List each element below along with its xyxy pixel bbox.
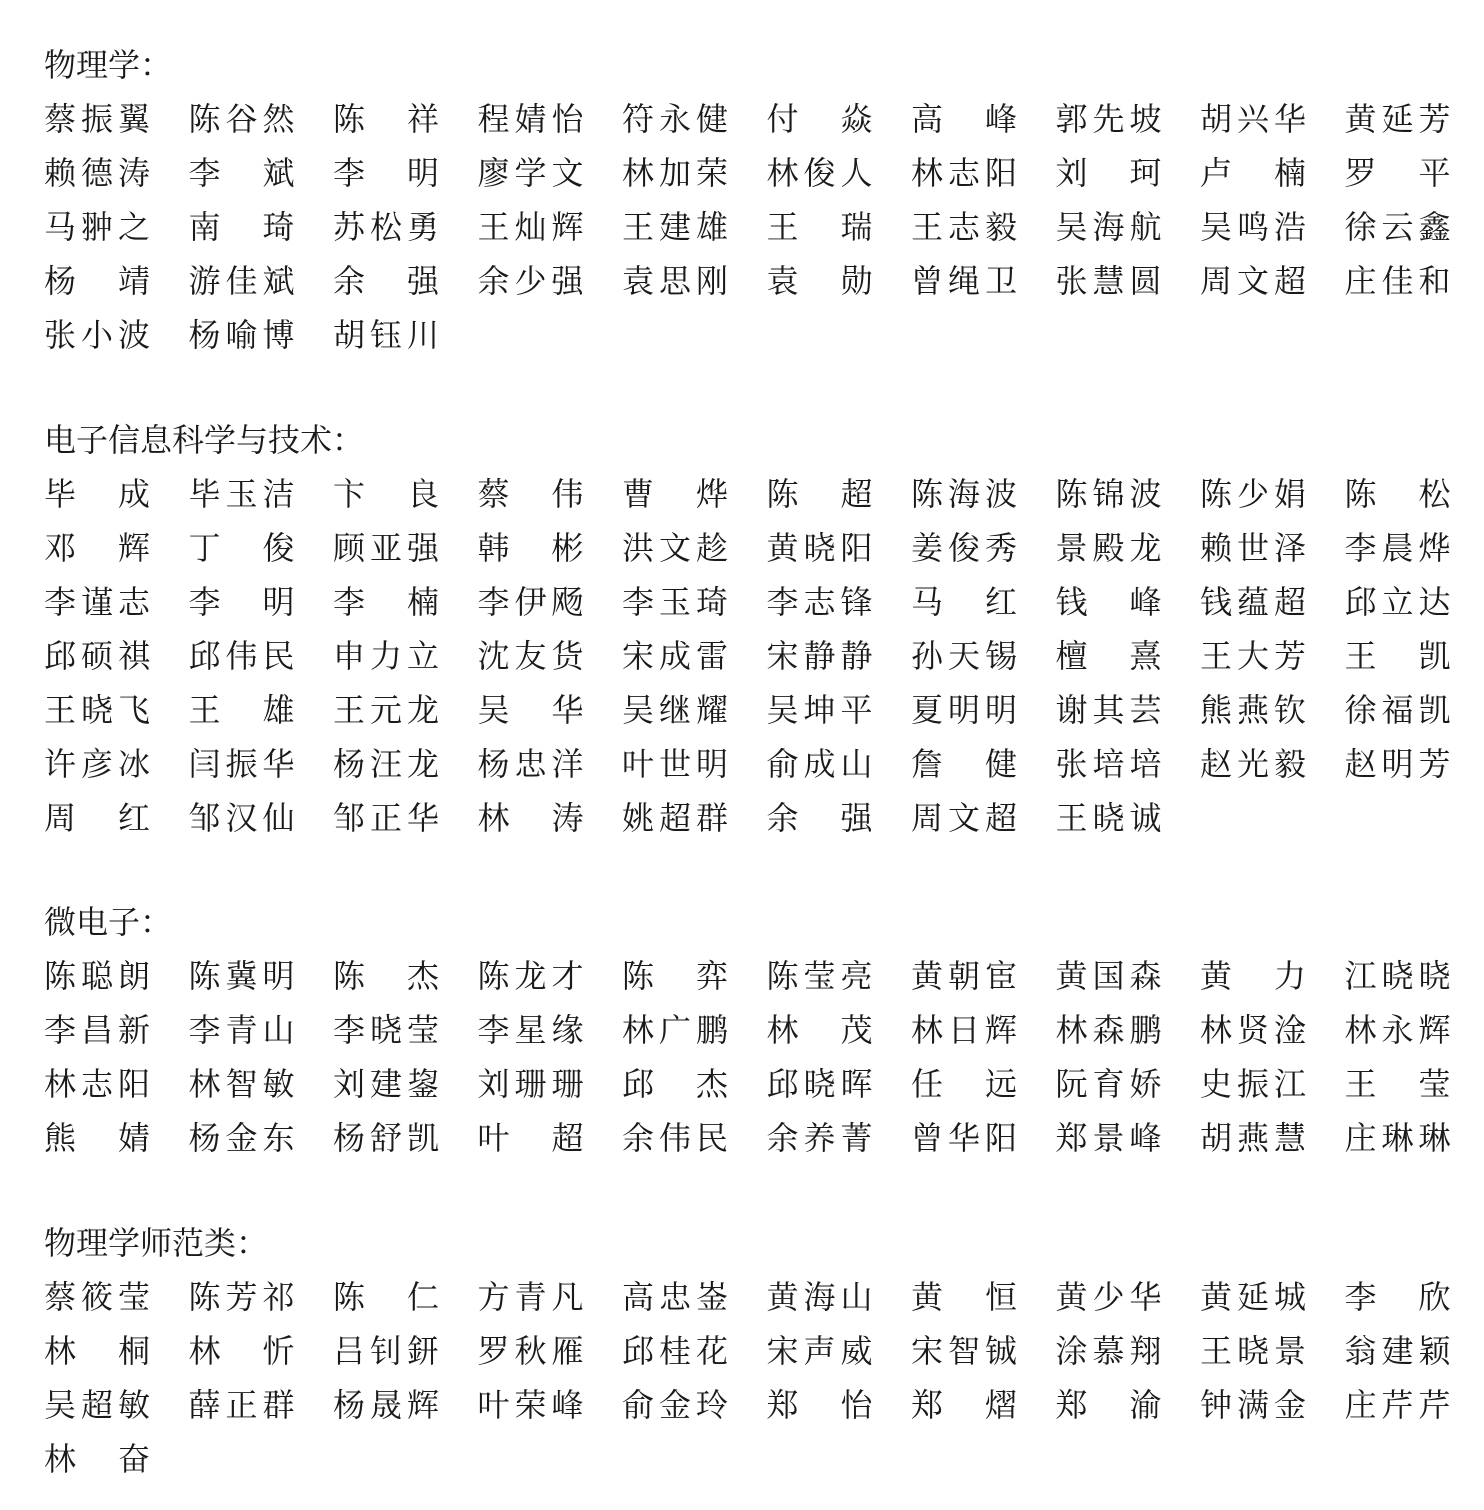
name-entry: 徐 福 凯 bbox=[1344, 691, 1451, 729]
name-entry: 邱 杰 bbox=[622, 1065, 728, 1103]
name-entry: 余 养 菁 bbox=[766, 1119, 873, 1157]
name-entry: 叶 荣 峰 bbox=[477, 1386, 584, 1424]
section-heading: 物理学： bbox=[44, 46, 173, 84]
name-entry: 林 志 阳 bbox=[911, 154, 1017, 192]
name-entry: 黄 晓 阳 bbox=[766, 529, 873, 567]
name-entry: 江 晓 晓 bbox=[1344, 957, 1451, 995]
name-grid bbox=[44, 92, 1454, 362]
section-physics-teacher bbox=[44, 1216, 1454, 1486]
name-entry: 王 志 毅 bbox=[911, 208, 1017, 246]
name-entry: 蔡 振 翼 bbox=[44, 100, 150, 138]
name-entry: 陈 祥 bbox=[333, 100, 439, 138]
name-entry: 熊 婧 bbox=[44, 1119, 150, 1157]
name-entry: 檀 熹 bbox=[1055, 637, 1162, 675]
name-entry: 李 欣 bbox=[1344, 1278, 1451, 1316]
name-entry: 邱 伟 民 bbox=[188, 637, 295, 675]
name-entry: 杨 舒 凯 bbox=[333, 1119, 439, 1157]
name-entry: 赵 光 毅 bbox=[1200, 745, 1306, 783]
name-entry: 邓 辉 bbox=[44, 529, 150, 567]
name-entry: 符 永 健 bbox=[622, 100, 728, 138]
name-entry: 李 明 bbox=[333, 154, 439, 192]
name-entry: 陈 超 bbox=[766, 475, 873, 513]
name-entry: 黄 朝 宦 bbox=[911, 957, 1017, 995]
name-entry: 王 雄 bbox=[188, 691, 295, 729]
name-entry: 俞 金 玲 bbox=[622, 1386, 728, 1424]
name-entry: 王 晓 飞 bbox=[44, 691, 150, 729]
name-entry: 卢 楠 bbox=[1200, 154, 1306, 192]
name-entry: 吴 超 敏 bbox=[44, 1386, 150, 1424]
name-entry: 杨 晟 辉 bbox=[333, 1386, 439, 1424]
name-entry: 林 贤 淦 bbox=[1200, 1011, 1306, 1049]
name-entry: 林 广 鹏 bbox=[622, 1011, 728, 1049]
name-entry: 黄 延 城 bbox=[1200, 1278, 1306, 1316]
name-entry: 杨 靖 bbox=[44, 262, 150, 300]
name-entry: 陈 莹 亮 bbox=[766, 957, 873, 995]
name-entry: 吴 海 航 bbox=[1055, 208, 1162, 246]
name-entry: 陈 龙 才 bbox=[477, 957, 584, 995]
name-entry: 胡 兴 华 bbox=[1200, 100, 1306, 138]
name-entry: 陈 海 波 bbox=[911, 475, 1017, 513]
name-entry: 张 小 波 bbox=[44, 316, 150, 354]
name-entry: 郑 熠 bbox=[911, 1386, 1017, 1424]
name-entry: 郑 渝 bbox=[1055, 1386, 1162, 1424]
name-entry: 毕 成 bbox=[44, 475, 150, 513]
name-entry: 许 彦 冰 bbox=[44, 745, 150, 783]
name-entry: 景 殿 龙 bbox=[1055, 529, 1162, 567]
name-entry: 丁 俊 bbox=[188, 529, 295, 567]
name-entry: 邱 立 达 bbox=[1344, 583, 1451, 621]
section-microelectronics bbox=[44, 895, 1454, 1165]
name-entry: 顾 亚 强 bbox=[333, 529, 439, 567]
name-entry: 叶 超 bbox=[477, 1119, 584, 1157]
name-entry: 李 玉 琦 bbox=[622, 583, 728, 621]
name-entry: 吕 钊 鈃 bbox=[333, 1332, 439, 1370]
name-entry: 王 晓 景 bbox=[1200, 1332, 1306, 1370]
name-entry: 陈 芳 祁 bbox=[188, 1278, 295, 1316]
name-entry: 沈 友 货 bbox=[477, 637, 584, 675]
name-entry: 廖 学 文 bbox=[477, 154, 584, 192]
name-grid bbox=[44, 1270, 1454, 1486]
name-entry: 程 婧 怡 bbox=[477, 100, 584, 138]
name-entry: 申 力 立 bbox=[333, 637, 439, 675]
name-entry: 余 强 bbox=[333, 262, 439, 300]
name-entry: 林 志 阳 bbox=[44, 1065, 150, 1103]
name-entry: 翁 建 颖 bbox=[1344, 1332, 1451, 1370]
name-entry: 南 琦 bbox=[188, 208, 295, 246]
name-entry: 钱 蕴 超 bbox=[1200, 583, 1306, 621]
name-entry: 詹 健 bbox=[911, 745, 1017, 783]
section-heading: 物理学师范类： bbox=[44, 1224, 269, 1262]
name-entry: 邱 晓 晖 bbox=[766, 1065, 873, 1103]
name-entry: 李 谨 志 bbox=[44, 583, 150, 621]
name-entry: 杨 汪 龙 bbox=[333, 745, 439, 783]
name-entry: 马 红 bbox=[911, 583, 1017, 621]
name-entry: 李 昌 新 bbox=[44, 1011, 150, 1049]
name-entry: 李 青 山 bbox=[188, 1011, 295, 1049]
name-entry: 史 振 江 bbox=[1200, 1065, 1306, 1103]
name-entry: 陈 少 娟 bbox=[1200, 475, 1306, 513]
name-entry: 赖 德 涛 bbox=[44, 154, 150, 192]
name-entry: 张 慧 圆 bbox=[1055, 262, 1162, 300]
name-entry: 方 青 凡 bbox=[477, 1278, 584, 1316]
name-entry: 袁 思 刚 bbox=[622, 262, 728, 300]
name-entry: 高 忠 崟 bbox=[622, 1278, 728, 1316]
name-entry: 王 元 龙 bbox=[333, 691, 439, 729]
name-entry: 林 奋 bbox=[44, 1440, 150, 1478]
name-entry: 熊 燕 钦 bbox=[1200, 691, 1306, 729]
name-entry: 陈 仁 bbox=[333, 1278, 439, 1316]
name-entry: 刘 建 鋆 bbox=[333, 1065, 439, 1103]
name-entry: 卞 良 bbox=[333, 475, 439, 513]
name-entry: 李 明 bbox=[188, 583, 295, 621]
name-entry: 邱 桂 花 bbox=[622, 1332, 728, 1370]
name-entry: 王 晓 诚 bbox=[1055, 799, 1162, 837]
name-entry: 郭 先 坡 bbox=[1055, 100, 1162, 138]
name-entry: 周 红 bbox=[44, 799, 150, 837]
name-entry: 王 凯 bbox=[1344, 637, 1451, 675]
name-entry: 曾 绳 卫 bbox=[911, 262, 1017, 300]
name-entry: 李 星 缘 bbox=[477, 1011, 584, 1049]
name-entry: 毕 玉 洁 bbox=[188, 475, 295, 513]
name-entry: 罗 秋 雁 bbox=[477, 1332, 584, 1370]
name-entry: 黄 少 华 bbox=[1055, 1278, 1162, 1316]
name-entry: 陈 冀 明 bbox=[188, 957, 295, 995]
name-entry: 邹 正 华 bbox=[333, 799, 439, 837]
name-entry: 韩 彬 bbox=[477, 529, 584, 567]
name-entry: 王 大 芳 bbox=[1200, 637, 1306, 675]
name-entry: 谢 其 芸 bbox=[1055, 691, 1162, 729]
name-entry: 夏 明 明 bbox=[911, 691, 1017, 729]
name-entry: 李 晨 烨 bbox=[1344, 529, 1451, 567]
name-entry: 王 建 雄 bbox=[622, 208, 728, 246]
name-entry: 余 少 强 bbox=[477, 262, 584, 300]
name-entry: 王 灿 辉 bbox=[477, 208, 584, 246]
name-entry: 黄 国 森 bbox=[1055, 957, 1162, 995]
name-entry: 吴 鸣 浩 bbox=[1200, 208, 1306, 246]
name-entry: 陈 谷 然 bbox=[188, 100, 295, 138]
name-entry: 高 峰 bbox=[911, 100, 1017, 138]
name-entry: 姜 俊 秀 bbox=[911, 529, 1017, 567]
name-entry: 庄 琳 琳 bbox=[1344, 1119, 1451, 1157]
name-entry: 蔡 伟 bbox=[477, 475, 584, 513]
name-entry: 周 文 超 bbox=[1200, 262, 1306, 300]
name-entry: 袁 勋 bbox=[766, 262, 873, 300]
name-entry: 付 焱 bbox=[766, 100, 873, 138]
section-electronic-info bbox=[44, 413, 1454, 845]
name-entry: 邹 汉 仙 bbox=[188, 799, 295, 837]
name-entry: 闫 振 华 bbox=[188, 745, 295, 783]
name-entry: 宋 声 威 bbox=[766, 1332, 873, 1370]
name-entry: 宋 智 铖 bbox=[911, 1332, 1017, 1370]
name-entry: 王 瑞 bbox=[766, 208, 873, 246]
name-entry: 曾 华 阳 bbox=[911, 1119, 1017, 1157]
name-entry: 黄 力 bbox=[1200, 957, 1306, 995]
name-entry: 苏 松 勇 bbox=[333, 208, 439, 246]
name-entry: 曹 烨 bbox=[622, 475, 728, 513]
name-entry: 杨 喻 博 bbox=[188, 316, 295, 354]
name-entry: 马 翀 之 bbox=[44, 208, 150, 246]
name-entry: 钟 满 金 bbox=[1200, 1386, 1306, 1424]
name-entry: 胡 燕 慧 bbox=[1200, 1119, 1306, 1157]
name-entry: 庄 佳 和 bbox=[1344, 262, 1451, 300]
name-entry: 黄 延 芳 bbox=[1344, 100, 1451, 138]
name-entry: 宋 成 雷 bbox=[622, 637, 728, 675]
name-entry: 杨 金 东 bbox=[188, 1119, 295, 1157]
name-entry: 郑 景 峰 bbox=[1055, 1119, 1162, 1157]
name-entry: 俞 成 山 bbox=[766, 745, 873, 783]
name-entry: 林 森 鹏 bbox=[1055, 1011, 1162, 1049]
name-entry: 赖 世 泽 bbox=[1200, 529, 1306, 567]
name-entry: 陈 弈 bbox=[622, 957, 728, 995]
name-entry: 薛 正 群 bbox=[188, 1386, 295, 1424]
name-entry: 黄 海 山 bbox=[766, 1278, 873, 1316]
name-entry: 林 加 荣 bbox=[622, 154, 728, 192]
section-physics bbox=[44, 38, 1454, 362]
name-entry: 林 俊 人 bbox=[766, 154, 873, 192]
name-entry: 胡 钰 川 bbox=[333, 316, 439, 354]
name-entry: 吴 坤 平 bbox=[766, 691, 873, 729]
name-grid bbox=[44, 467, 1454, 845]
name-entry: 叶 世 明 bbox=[622, 745, 728, 783]
name-entry: 余 伟 民 bbox=[622, 1119, 728, 1157]
name-entry: 林 智 敏 bbox=[188, 1065, 295, 1103]
name-entry: 刘 珊 珊 bbox=[477, 1065, 584, 1103]
name-entry: 王 莹 bbox=[1344, 1065, 1451, 1103]
name-entry: 任 远 bbox=[911, 1065, 1017, 1103]
name-entry: 陈 锦 波 bbox=[1055, 475, 1162, 513]
name-grid bbox=[44, 949, 1454, 1165]
name-entry: 蔡 筱 莹 bbox=[44, 1278, 150, 1316]
name-entry: 钱 峰 bbox=[1055, 583, 1162, 621]
name-entry: 邱 硕 祺 bbox=[44, 637, 150, 675]
name-entry: 涂 慕 翔 bbox=[1055, 1332, 1162, 1370]
name-entry: 林 桐 bbox=[44, 1332, 150, 1370]
name-entry: 洪 文 趁 bbox=[622, 529, 728, 567]
name-entry: 孙 天 锡 bbox=[911, 637, 1017, 675]
name-entry: 罗 平 bbox=[1344, 154, 1451, 192]
name-entry: 吴 华 bbox=[477, 691, 584, 729]
name-entry: 林 日 辉 bbox=[911, 1011, 1017, 1049]
name-entry: 李 晓 莹 bbox=[333, 1011, 439, 1049]
name-entry: 陈 松 bbox=[1344, 475, 1451, 513]
name-entry: 庄 芹 芹 bbox=[1344, 1386, 1451, 1424]
name-entry: 李 志 锋 bbox=[766, 583, 873, 621]
name-entry: 阮 育 娇 bbox=[1055, 1065, 1162, 1103]
name-entry: 李 伊 飏 bbox=[477, 583, 584, 621]
name-entry: 游 佳 斌 bbox=[188, 262, 295, 300]
name-entry: 徐 云 鑫 bbox=[1344, 208, 1451, 246]
name-entry: 吴 继 耀 bbox=[622, 691, 728, 729]
name-entry: 刘 珂 bbox=[1055, 154, 1162, 192]
name-entry: 李 楠 bbox=[333, 583, 439, 621]
name-entry: 李 斌 bbox=[188, 154, 295, 192]
name-entry: 陈 聪 朗 bbox=[44, 957, 150, 995]
name-entry: 陈 杰 bbox=[333, 957, 439, 995]
name-entry: 林 忻 bbox=[188, 1332, 295, 1370]
name-entry: 黄 恒 bbox=[911, 1278, 1017, 1316]
name-entry: 郑 怡 bbox=[766, 1386, 873, 1424]
name-entry: 姚 超 群 bbox=[622, 799, 728, 837]
name-entry: 张 培 培 bbox=[1055, 745, 1162, 783]
name-entry: 林 永 辉 bbox=[1344, 1011, 1451, 1049]
name-entry: 赵 明 芳 bbox=[1344, 745, 1451, 783]
name-entry: 宋 静 静 bbox=[766, 637, 873, 675]
name-entry: 林 涛 bbox=[477, 799, 584, 837]
name-entry: 周 文 超 bbox=[911, 799, 1017, 837]
section-heading: 电子信息科学与技术： bbox=[44, 421, 365, 459]
name-entry: 林 茂 bbox=[766, 1011, 873, 1049]
name-entry: 杨 忠 洋 bbox=[477, 745, 584, 783]
section-heading: 微电子： bbox=[44, 903, 173, 941]
name-entry: 余 强 bbox=[766, 799, 873, 837]
